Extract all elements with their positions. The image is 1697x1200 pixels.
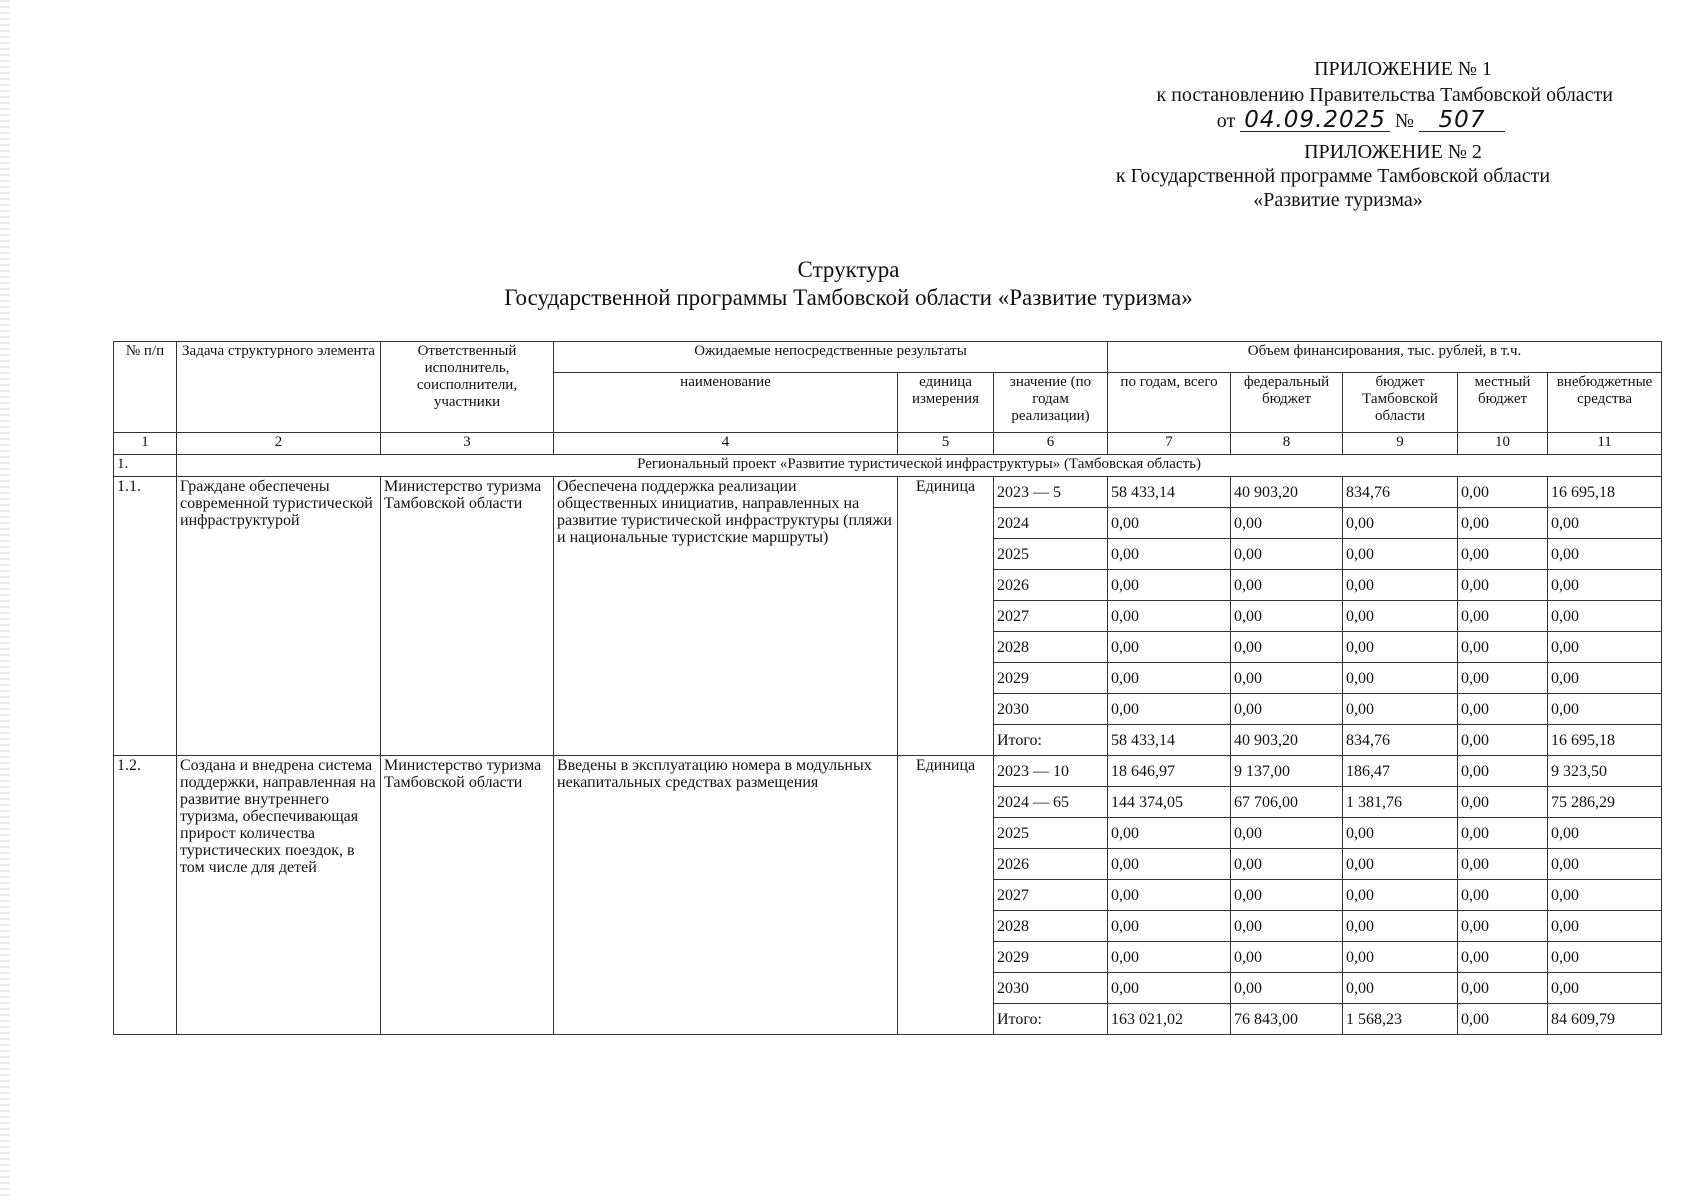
regional-budget: 0,00 xyxy=(1343,508,1458,539)
total-funding: 18 646,97 xyxy=(1108,756,1231,787)
scan-edge-artifact xyxy=(0,0,10,1200)
total-funding: 58 433,14 xyxy=(1108,725,1231,756)
local-budget: 0,00 xyxy=(1458,1004,1548,1035)
total-funding: 0,00 xyxy=(1108,570,1231,601)
no-label: № xyxy=(1394,110,1414,132)
year-value: 2030 xyxy=(994,694,1108,725)
local-budget: 0,00 xyxy=(1458,477,1548,508)
element-result: Обеспечена поддержка реализации общественных инициатив, направленных на развитие туристической инфраструктуры (пляжи и национальные туристские маршруты) xyxy=(554,477,898,756)
header-row-1 xyxy=(114,342,1662,373)
federal-budget: 0,00 xyxy=(1231,849,1343,880)
element-result: Введены в эксплуатацию номера в модульных некапитальных средствах размещения xyxy=(554,756,898,1035)
federal-budget: 0,00 xyxy=(1231,539,1343,570)
federal-budget: 0,00 xyxy=(1231,973,1343,1004)
section-row xyxy=(114,455,1662,477)
year-value: 2026 xyxy=(994,849,1108,880)
appendix1-label: ПРИЛОЖЕНИЕ № 1 xyxy=(1314,58,1492,80)
regional-budget: 0,00 xyxy=(1343,973,1458,1004)
federal-budget: 0,00 xyxy=(1231,694,1343,725)
federal-budget: 0,00 xyxy=(1231,663,1343,694)
col-number: 5 xyxy=(898,433,994,455)
year-value: 2027 xyxy=(994,880,1108,911)
extrabudgetary: 0,00 xyxy=(1548,539,1662,570)
element-unit: Единица xyxy=(898,756,994,1035)
local-budget: 0,00 xyxy=(1458,911,1548,942)
regional-budget: 0,00 xyxy=(1343,570,1458,601)
regional-budget: 0,00 xyxy=(1343,880,1458,911)
header-value: значение (по годам реализации) xyxy=(994,373,1108,433)
regional-budget: 1 381,76 xyxy=(1343,787,1458,818)
total-funding: 0,00 xyxy=(1108,539,1231,570)
element-num: 1.2. xyxy=(114,756,177,1035)
extrabudgetary: 0,00 xyxy=(1548,508,1662,539)
col-number: 11 xyxy=(1548,433,1662,455)
program-name: «Развитие туризма» xyxy=(1253,189,1423,211)
total-funding: 0,00 xyxy=(1108,911,1231,942)
header-regional: бюджет Тамбовской области xyxy=(1343,373,1458,433)
extrabudgetary: 84 609,79 xyxy=(1548,1004,1662,1035)
extrabudgetary: 0,00 xyxy=(1548,694,1662,725)
element-executor: Министерство туризма Тамбовской области xyxy=(381,477,554,756)
federal-budget: 0,00 xyxy=(1231,818,1343,849)
total-funding: 0,00 xyxy=(1108,694,1231,725)
federal-budget: 67 706,00 xyxy=(1231,787,1343,818)
federal-budget: 0,00 xyxy=(1231,632,1343,663)
year-value: 2024 — 65 xyxy=(994,787,1108,818)
title-line-1: Структура xyxy=(797,257,900,282)
header-local: местный бюджет xyxy=(1458,373,1548,433)
element-num: 1.1. xyxy=(114,477,177,756)
col-number: 9 xyxy=(1343,433,1458,455)
local-budget: 0,00 xyxy=(1458,508,1548,539)
col-number: 6 xyxy=(994,433,1108,455)
federal-budget: 0,00 xyxy=(1231,911,1343,942)
local-budget: 0,00 xyxy=(1458,973,1548,1004)
header-task: Задача структурного элемента xyxy=(177,342,381,433)
appendix2-label: ПРИЛОЖЕНИЕ № 2 xyxy=(1304,141,1482,163)
year-value: Итого: xyxy=(994,725,1108,756)
regional-budget: 1 568,23 xyxy=(1343,1004,1458,1035)
local-budget: 0,00 xyxy=(1458,756,1548,787)
decree-date: 04.09.2025 xyxy=(1240,109,1390,132)
title-line-2: Государственной программы Тамбовской области «Развитие туризма» xyxy=(504,285,1193,310)
local-budget: 0,00 xyxy=(1458,880,1548,911)
total-funding: 0,00 xyxy=(1108,942,1231,973)
federal-budget: 76 843,00 xyxy=(1231,1004,1343,1035)
extrabudgetary: 9 323,50 xyxy=(1548,756,1662,787)
local-budget: 0,00 xyxy=(1458,539,1548,570)
year-value: 2028 xyxy=(994,632,1108,663)
decree-line xyxy=(1053,108,1613,134)
element-executor: Министерство туризма Тамбовской области xyxy=(381,756,554,1035)
total-funding: 58 433,14 xyxy=(1108,477,1231,508)
col-number: 4 xyxy=(554,433,898,455)
year-value: 2025 xyxy=(994,539,1108,570)
federal-budget: 0,00 xyxy=(1231,508,1343,539)
federal-budget: 40 903,20 xyxy=(1231,725,1343,756)
year-value: Итого: xyxy=(994,1004,1108,1035)
local-budget: 0,00 xyxy=(1458,818,1548,849)
extrabudgetary: 16 695,18 xyxy=(1548,725,1662,756)
extrabudgetary: 0,00 xyxy=(1548,880,1662,911)
local-budget: 0,00 xyxy=(1458,942,1548,973)
extrabudgetary: 0,00 xyxy=(1548,632,1662,663)
total-funding: 0,00 xyxy=(1108,818,1231,849)
col-number: 2 xyxy=(177,433,381,455)
to-program-line: к Государственной программе Тамбовской области xyxy=(1115,165,1551,187)
from-label: от xyxy=(1216,110,1236,132)
section-num: 1. xyxy=(114,455,177,477)
local-budget: 0,00 xyxy=(1458,787,1548,818)
total-funding: 163 021,02 xyxy=(1108,1004,1231,1035)
header-extra: внебюджетные средства xyxy=(1548,373,1662,433)
federal-budget: 0,00 xyxy=(1231,880,1343,911)
total-funding: 0,00 xyxy=(1108,508,1231,539)
extrabudgetary: 0,00 xyxy=(1548,570,1662,601)
year-value: 2023 — 10 xyxy=(994,756,1108,787)
table-body xyxy=(114,455,1662,1035)
year-value: 2024 xyxy=(994,508,1108,539)
year-value: 2029 xyxy=(994,663,1108,694)
year-value: 2023 — 5 xyxy=(994,477,1108,508)
extrabudgetary: 0,00 xyxy=(1548,973,1662,1004)
local-budget: 0,00 xyxy=(1458,849,1548,880)
col-number: 10 xyxy=(1458,433,1548,455)
extrabudgetary: 0,00 xyxy=(1548,818,1662,849)
col-number: 8 xyxy=(1231,433,1343,455)
col-number: 7 xyxy=(1108,433,1231,455)
extrabudgetary: 0,00 xyxy=(1548,942,1662,973)
extrabudgetary: 0,00 xyxy=(1548,911,1662,942)
document-title xyxy=(0,256,1697,312)
total-funding: 144 374,05 xyxy=(1108,787,1231,818)
element-task: Граждане обеспечены современной туристической инфраструктурой xyxy=(177,477,381,756)
local-budget: 0,00 xyxy=(1458,601,1548,632)
col-number: 1 xyxy=(114,433,177,455)
column-numbers-row xyxy=(114,433,1662,455)
federal-budget: 0,00 xyxy=(1231,570,1343,601)
table-row xyxy=(114,477,1662,508)
regional-budget: 0,00 xyxy=(1343,601,1458,632)
federal-budget: 0,00 xyxy=(1231,601,1343,632)
local-budget: 0,00 xyxy=(1458,694,1548,725)
appendix2-header xyxy=(1053,140,1613,212)
year-value: 2028 xyxy=(994,911,1108,942)
table-row xyxy=(114,756,1662,787)
element-task: Создана и внедрена система поддержки, направленная на развитие внутреннего туризма, обеспечивающая прирост количества туристических поездок, в том числе для детей xyxy=(177,756,381,1035)
total-funding: 0,00 xyxy=(1108,601,1231,632)
regional-budget: 834,76 xyxy=(1343,725,1458,756)
appendix-header xyxy=(1053,56,1613,134)
local-budget: 0,00 xyxy=(1458,632,1548,663)
total-funding: 0,00 xyxy=(1108,632,1231,663)
local-budget: 0,00 xyxy=(1458,570,1548,601)
header-num: № п/п xyxy=(114,342,177,433)
regional-budget: 0,00 xyxy=(1343,942,1458,973)
header-funding: Объем финансирования, тыс. рублей, в т.ч. xyxy=(1108,342,1662,373)
federal-budget: 9 137,00 xyxy=(1231,756,1343,787)
regional-budget: 0,00 xyxy=(1343,632,1458,663)
regional-budget: 0,00 xyxy=(1343,663,1458,694)
structure-table xyxy=(113,341,1662,1035)
total-funding: 0,00 xyxy=(1108,849,1231,880)
extrabudgetary: 0,00 xyxy=(1548,601,1662,632)
year-value: 2027 xyxy=(994,601,1108,632)
federal-budget: 40 903,20 xyxy=(1231,477,1343,508)
header-executor: Ответственный исполнитель, соисполнители, участники xyxy=(381,342,554,433)
total-funding: 0,00 xyxy=(1108,663,1231,694)
regional-budget: 0,00 xyxy=(1343,818,1458,849)
year-value: 2030 xyxy=(994,973,1108,1004)
regional-budget: 186,47 xyxy=(1343,756,1458,787)
header-by-years: по годам, всего xyxy=(1108,373,1231,433)
extrabudgetary: 16 695,18 xyxy=(1548,477,1662,508)
regional-budget: 0,00 xyxy=(1343,694,1458,725)
col-number: 3 xyxy=(381,433,554,455)
regional-budget: 0,00 xyxy=(1343,911,1458,942)
decree-number: 507 xyxy=(1419,109,1505,132)
total-funding: 0,00 xyxy=(1108,973,1231,1004)
header-name: наименование xyxy=(554,373,898,433)
section-title: Региональный проект «Развитие туристической инфраструктуры» (Тамбовская область) xyxy=(177,455,1662,477)
to-decree-line: к постановлению Правительства Тамбовской области xyxy=(1156,84,1613,106)
element-unit: Единица xyxy=(898,477,994,756)
total-funding: 0,00 xyxy=(1108,880,1231,911)
extrabudgetary: 75 286,29 xyxy=(1548,787,1662,818)
regional-budget: 0,00 xyxy=(1343,849,1458,880)
extrabudgetary: 0,00 xyxy=(1548,663,1662,694)
year-value: 2029 xyxy=(994,942,1108,973)
header-federal: федеральный бюджет xyxy=(1231,373,1343,433)
header-results: Ожидаемые непосредственные результаты xyxy=(554,342,1108,373)
year-value: 2025 xyxy=(994,818,1108,849)
regional-budget: 834,76 xyxy=(1343,477,1458,508)
local-budget: 0,00 xyxy=(1458,725,1548,756)
local-budget: 0,00 xyxy=(1458,663,1548,694)
federal-budget: 0,00 xyxy=(1231,942,1343,973)
header-unit: единица измерения xyxy=(898,373,994,433)
year-value: 2026 xyxy=(994,570,1108,601)
extrabudgetary: 0,00 xyxy=(1548,849,1662,880)
regional-budget: 0,00 xyxy=(1343,539,1458,570)
